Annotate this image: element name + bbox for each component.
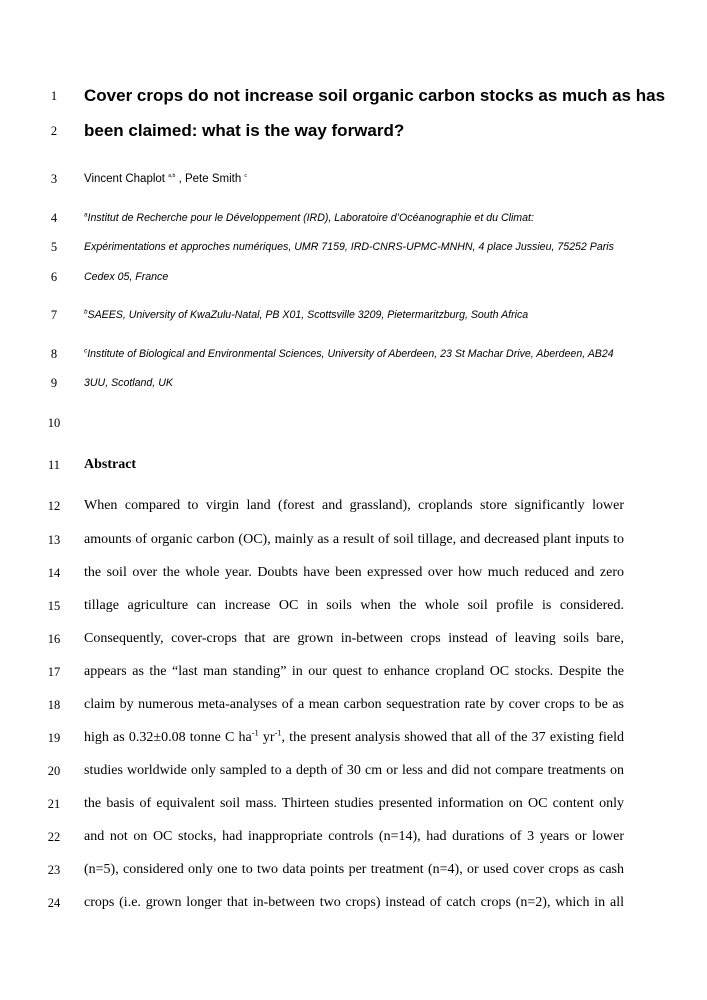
line-number: 18	[47, 698, 61, 712]
affiliation-marker: b	[84, 308, 88, 316]
affiliation-a-line-2: Expérimentations et approches numériques, UMR 7159, IRD-CNRS-UPMC-MNHN, 4 place Jussieu, 75252 Paris	[84, 241, 614, 253]
line-number: 1	[50, 89, 58, 103]
abstract-line: Consequently, cover-crops that are grown in-between crops instead of leaving soils bare,	[84, 631, 624, 646]
affiliation-c-line-1: $^c$Institute of Biological and Environmental Sciences, University of Aberdeen, 23 St Machar Drive, Aberdeen, AB24	[84, 347, 614, 360]
affiliation-a-line-3: Cedex 05, France	[84, 271, 169, 283]
line-11	[0, 453, 707, 477]
abstract-line: and not on OC stocks, had inappropriate controls (n=14), had durations of 3 years or lower	[84, 829, 624, 844]
line-13	[0, 528, 707, 552]
line-23	[0, 858, 707, 882]
line-20	[0, 759, 707, 783]
abstract-line: (n=5), considered only one to two data points per treatment (n=4), or used cover crops as cash	[84, 862, 624, 877]
line-14	[0, 561, 707, 585]
affiliation-marker: a	[84, 211, 88, 219]
author-name: Vincent Chaplot	[84, 173, 165, 185]
affiliation-marker: c	[84, 347, 88, 355]
affiliation-a-line-1: $^a$Institut de Recherche pour le Développement (IRD), Laboratoire d’Océanographie et du Climat:	[84, 211, 534, 224]
line-6	[0, 265, 707, 289]
line-number: 24	[47, 896, 61, 910]
affiliation-c-line-2: 3UU, Scotland, UK	[84, 377, 173, 389]
line-24	[0, 891, 707, 915]
line-19	[0, 726, 707, 750]
line-number: 17	[47, 665, 61, 679]
line-number: 8	[50, 347, 58, 361]
title-line-1: Cover crops do not increase soil organic carbon stocks as much as has	[84, 86, 666, 105]
abstract-line: tillage agriculture can increase OC in soils when the whole soil profile is considered.	[84, 598, 624, 613]
line-22	[0, 825, 707, 849]
line-number: 13	[47, 533, 61, 547]
abstract-line: the soil over the whole year. Doubts have been expressed over how much reduced and zero	[84, 565, 624, 580]
author-list: Vincent Chaplot $^{a,b}$ , Pete Smith $^c$	[84, 173, 247, 185]
abstract-line: high as 0.32±0.08 tonne C $ha^{-1}$ $yr^{-1}$, the present analysis showed that all of the 37 existing field	[84, 728, 624, 745]
abstract-line: appears as the “last man standing” in our quest to enhance cropland OC stocks. Despite the	[84, 664, 624, 679]
abstract-line: When compared to virgin land (forest and grassland), croplands store significantly lower	[84, 498, 624, 513]
line-15	[0, 594, 707, 618]
line-10	[0, 411, 707, 435]
line-number: 20	[47, 764, 61, 778]
title-line-2: been claimed: what is the way forward?	[84, 121, 405, 140]
line-17	[0, 660, 707, 684]
line-1	[0, 84, 707, 108]
line-16	[0, 627, 707, 651]
line-number: 3	[50, 172, 58, 186]
line-5	[0, 235, 707, 259]
line-18	[0, 693, 707, 717]
line-2	[0, 119, 707, 143]
line-number: 5	[50, 240, 58, 254]
line-number: 9	[50, 376, 58, 390]
line-4	[0, 206, 707, 230]
line-number: 16	[47, 632, 61, 646]
author-affiliation-marker: c	[244, 173, 247, 180]
abstract-line: studies worldwide only sampled to a depth of 30 cm or less and did not compare treatments on	[84, 763, 624, 778]
line-3	[0, 167, 707, 191]
line-number: 2	[50, 124, 58, 138]
abstract-line: crops (i.e. grown longer that in-between two crops) instead of catch crops (n=2), which in all	[84, 895, 624, 910]
abstract-line: amounts of organic carbon (OC), mainly as a result of soil tillage, and decreased plant inputs to	[84, 532, 624, 547]
line-number: 23	[47, 863, 61, 877]
line-number: 4	[50, 211, 58, 225]
line-number: 22	[47, 830, 61, 844]
line-12	[0, 494, 707, 518]
author-affiliation-marker: a,b	[168, 173, 176, 180]
line-21	[0, 792, 707, 816]
line-9	[0, 371, 707, 395]
line-number: 11	[47, 458, 61, 472]
affiliation-b: $^b$SAEES, University of KwaZulu-Natal, PB X01, Scottsville 3209, Pietermaritzburg, South Africa	[84, 308, 529, 321]
line-8	[0, 342, 707, 366]
line-number: 7	[50, 308, 58, 322]
abstract-heading: Abstract	[84, 457, 137, 472]
line-number: 14	[47, 566, 61, 580]
line-number: 6	[50, 270, 58, 284]
line-number: 12	[47, 499, 61, 513]
line-number: 10	[47, 416, 61, 430]
line-number: 19	[47, 731, 61, 745]
author-name: Pete Smith	[184, 173, 242, 185]
abstract-line: the basis of equivalent soil mass. Thirteen studies presented information on OC content only	[84, 796, 624, 811]
line-number: 15	[47, 599, 61, 613]
line-number: 21	[47, 797, 61, 811]
abstract-line: claim by numerous meta-analyses of a mean carbon sequestration rate by cover crops to be as	[84, 697, 624, 712]
line-7	[0, 303, 707, 327]
